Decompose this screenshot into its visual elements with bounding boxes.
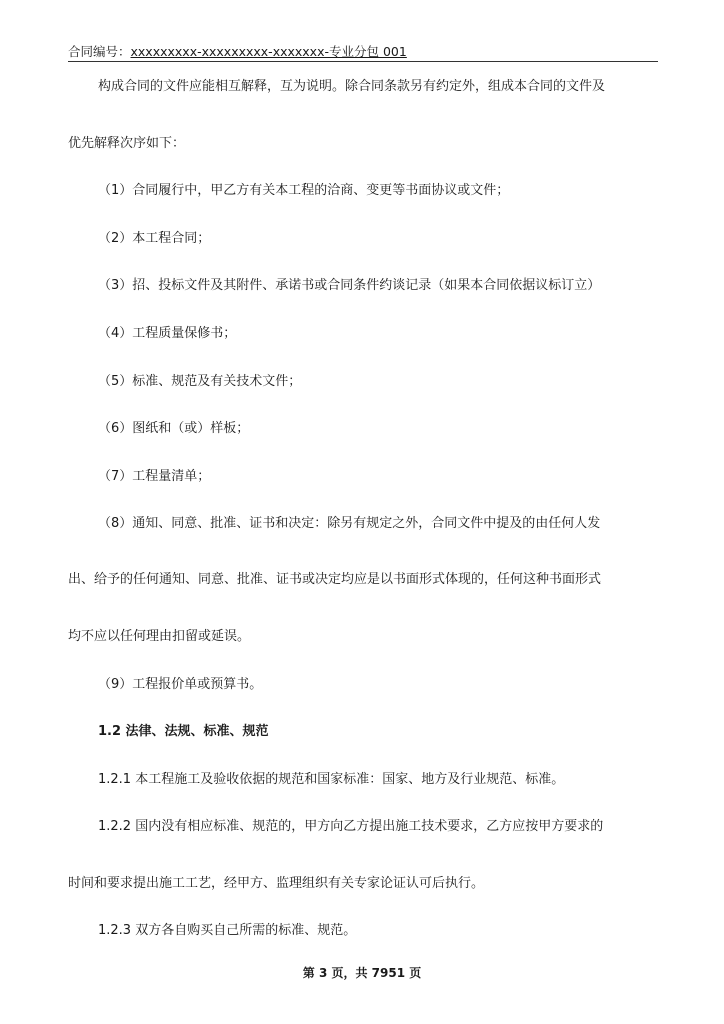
list-item: （9）工程报价单或预算书。 (98, 677, 263, 692)
list-item: （5）标准、规范及有关技术文件； (98, 374, 302, 389)
paragraph-line: 均不应以任何理由扣留或延误。 (68, 629, 251, 644)
contract-number: xxxxxxxxx-xxxxxxxxx-xxxxxxx-专业分包 001 (130, 44, 407, 59)
list-item: （6）图纸和（或）样板； (98, 421, 250, 436)
paragraph-line: 构成合同的文件应能相互解释，互为说明。除合同条款另有约定外，组成本合同的文件及 (98, 79, 606, 94)
paragraph-line: 优先解释次序如下： (68, 136, 186, 151)
clause-item: 1.2.1 本工程施工及验收依据的规范和国家标准：国家、地方及行业规范、标准。 (98, 772, 565, 787)
list-item: （4）工程质量保修书； (98, 326, 237, 341)
list-item: （8）通知、同意、批准、证书和决定：除另有规定之外，合同文件中提及的由任何人发 (98, 516, 601, 531)
clause-item: 1.2.3 双方各自购买自己所需的标准、规范。 (98, 923, 357, 938)
page-header (68, 44, 658, 62)
list-item: （2）本工程合同； (98, 231, 211, 246)
paragraph-line: 时间和要求提出施工工艺，经甲方、监理组织有关专家论证认可后执行。 (68, 876, 485, 891)
list-item: （7）工程量清单； (98, 469, 211, 484)
list-item: （1）合同履行中，甲乙方有关本工程的洽商、变更等书面协议或文件； (98, 183, 510, 198)
clause-item: 1.2.2 国内没有相应标准、规范的，甲方向乙方提出施工技术要求，乙方应按甲方要求的 (98, 819, 604, 834)
contract-number-label: 合同编号： (68, 44, 131, 59)
paragraph-line: 出、给予的任何通知、同意、批准、证书或决定均应是以书面形式体现的，任何这种书面形式 (68, 572, 602, 587)
section-heading: 1.2 法律、法规、标准、规范 (98, 724, 269, 739)
page-footer: 第 3 页，共 7951 页 (302, 966, 422, 980)
list-item: （3）招、投标文件及其附件、承诺书或合同条件约谈记录（如果本合同依据议标订立） (98, 278, 601, 293)
